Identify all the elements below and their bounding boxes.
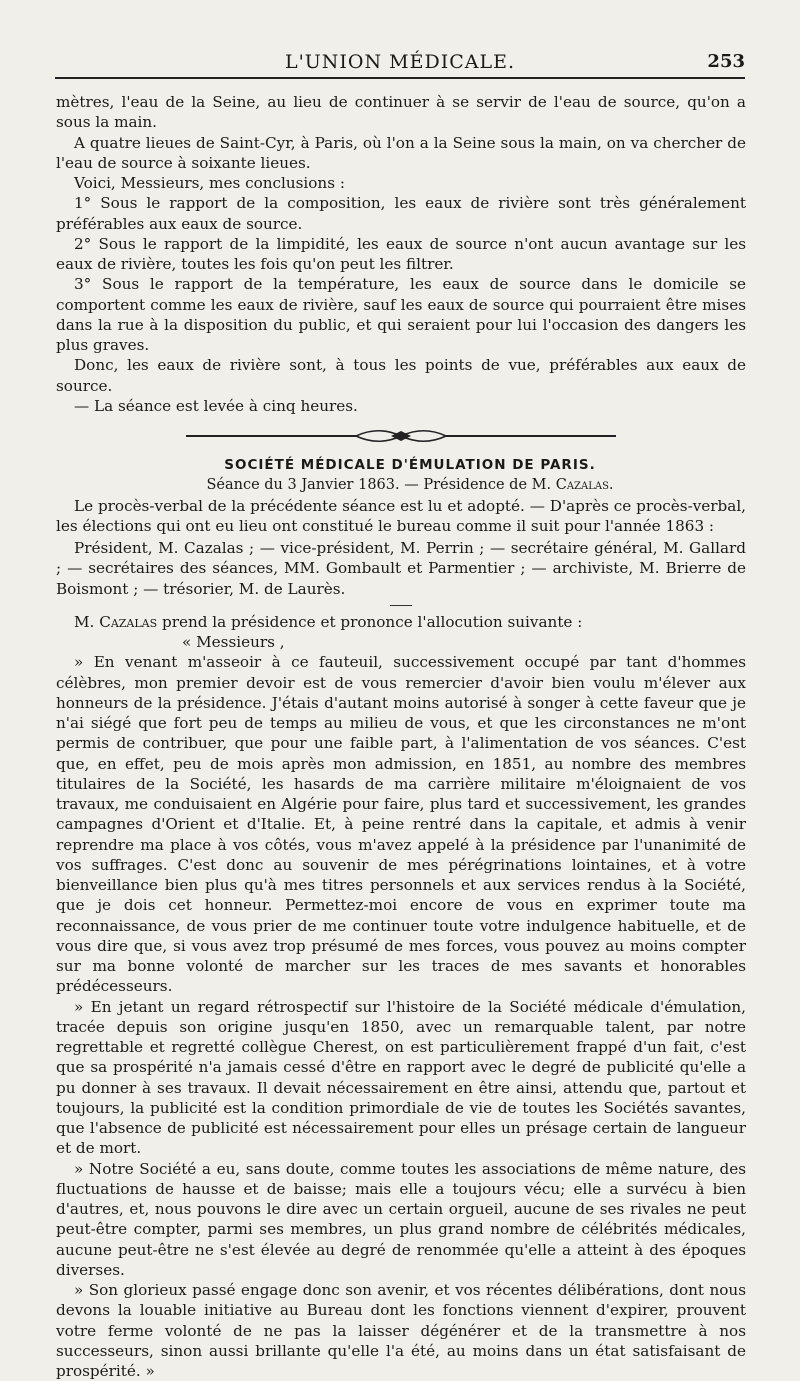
paragraph: Le procès-verbal de la précédente séance est lu et adopté. — D'après ce procès-verbal, les élections qui ont eu lieu ont constitué le bureau comme il suit pour l'année 1863 :	[56, 496, 746, 535]
conclusion-2: 2° Sous le rapport de la limpidité, les eaux de source n'ont aucun avantage sur les eaux de rivière, toutes les fois qu'on peut les filtrer.	[56, 234, 746, 273]
speech-paragraph: » En venant m'asseoir à ce fauteuil, successivement occupé par tant d'hommes célèbres, mon premier devoir est de vous remercier d'avoir bien voulu m'élever aux honneurs de la présidence. J'étais d'autant moins autorisé à songer à cette faveur que je n'ai siégé que fort peu de temps au milieu de vous, et que les circonstances ne m'ont permis de contribuer, que pour une faible part, à l'alimentation de vos séances. C'est que, en effet, peu de mois après mon admission, en 1851, au nombre des membres titulaires de la Société, les hasards de ma carrière militaire m'éloignaient de vos travaux, me conduisaient en Algérie pour faire, plus tard et successivement, les grandes campagnes d'Orient et d'Italie. Et, à peine rentré dans la capitale, et admis à venir reprendre ma place à vos côtés, vous m'avez appelé à la présidence par l'unanimité de vos suffrages. C'est donc au souvenir de mes pérégrinations lointaines, et à votre bienveillance bien plus qu'à mes titres personnels et aux services rendus à la Société, que je dois cet honneur. Permettez-moi encore de vous en exprimer toute ma reconnaissance, de vous prier de me continuer toute votre indulgence habituelle, et de vous dire que, si vous avez trop présumé de mes forces, vous pouvez au moins compter sur ma bonne volonté de marcher sur les traces de mes savants et honorables prédécesseurs.	[56, 653, 746, 996]
seance-line	[56, 475, 746, 495]
allocution-intro-text: prend la présidence et prononce l'allocution suivante :	[157, 612, 583, 631]
speech-paragraph: » Son glorieux passé engage donc son avenir, et vos récentes délibérations, dont nous devons la louable initiative au Bureau dont les fonctions viennent d'expirer, prouvent votre ferme volonté de ne pas la laisser dégénérer et de la transmettre à nos successeurs, sinon aussi brillante qu'elle l'a été, au moins dans un état satisfaisant de prospérité. »	[56, 1281, 746, 1380]
body-text	[56, 92, 746, 1381]
seance-president: Cazalas	[555, 477, 609, 494]
short-rule	[390, 605, 412, 606]
running-header	[55, 47, 745, 79]
section-divider-ornament	[186, 429, 616, 443]
section-title: SOCIÉTÉ MÉDICALE D'ÉMULATION DE PARIS.	[224, 457, 596, 473]
seance-suffix: .	[608, 477, 614, 494]
seance-text: Séance du 3 Janvier 1863. — Présidence de M.	[206, 477, 552, 494]
speech-paragraph: » En jetant un regard rétrospectif sur l'histoire de la Société médicale d'émulation, tracée depuis son origine jusqu'en 1850, avec un remarquable talent, par notre regrettable et regretté collègue Cherest, on est particulièrement frappé d'un fait, c'est que sa prospérité n'a jamais cessé d'être en rapport avec le degré de publicité qu'elle a pu donner à ses travaux. Il devait nécessairement en être ainsi, attendu que, partout et toujours, la publicité est la condition primordiale de vie de toutes les Sociétés savantes, que l'absence de publicité est nécessairement pour elles un présage certain de langueur et de mort.	[56, 997, 746, 1158]
page-number: 253	[707, 51, 745, 72]
journal-title: L'UNION MÉDICALE.	[284, 51, 516, 73]
paragraph: mètres, l'eau de la Seine, au lieu de continuer à se servir de l'eau de source, qu'on a sous la main.	[56, 93, 746, 132]
paragraph: Voici, Messieurs, mes conclusions :	[74, 174, 345, 192]
salutation: « Messieurs ,	[182, 633, 285, 651]
paragraph: A quatre lieues de Saint-Cyr, à Paris, où l'on a la Seine sous la main, on va chercher de l'eau de source à soixante lieues.	[56, 133, 746, 172]
speech-paragraph: » Notre Société a eu, sans doute, comme toutes les associations de même nature, des fluctuations de hausse et de baisse; mais elle a toujours vécu; elle a survécu à bien d'autres, et, nous pouvons le dire avec un certain orgueil, aucune de ses rivales ne peut peut-être compter, parmi ses membres, un plus grand nombre de célébrités médicales, aucune peut-être ne s'est élevée au degré de renommée qu'elle a atteint à des époques diverses.	[56, 1159, 746, 1279]
bureau-list: Président, M. Cazalas ; — vice-président, M. Perrin ; — secrétaire général, M. Gallard ; — secrétaires des séances, MM. Gombault et Parmentier ; — archiviste, M. Brierre de Boismont ; — trésorier, M. de Laurès.	[56, 539, 746, 598]
conclusion-3: 3° Sous le rapport de la température, les eaux de source dans le domicile se comportent comme les eaux de rivière, sauf les eaux de source qui pourraient être mises dans la rue à la disposition du public, et qui seraient pour lui l'occasion des dangers les plus graves.	[56, 275, 746, 354]
speaker-name: M. Cazalas	[74, 612, 158, 631]
allocution-intro	[56, 612, 746, 632]
paragraph: — La séance est levée à cinq heures.	[74, 396, 358, 415]
paragraph: Donc, les eaux de rivière sont, à tous les points de vue, préférables aux eaux de source.	[56, 356, 746, 395]
conclusion-1: 1° Sous le rapport de la composition, les eaux de rivière sont très généralement préférables aux eaux de source.	[56, 194, 746, 233]
